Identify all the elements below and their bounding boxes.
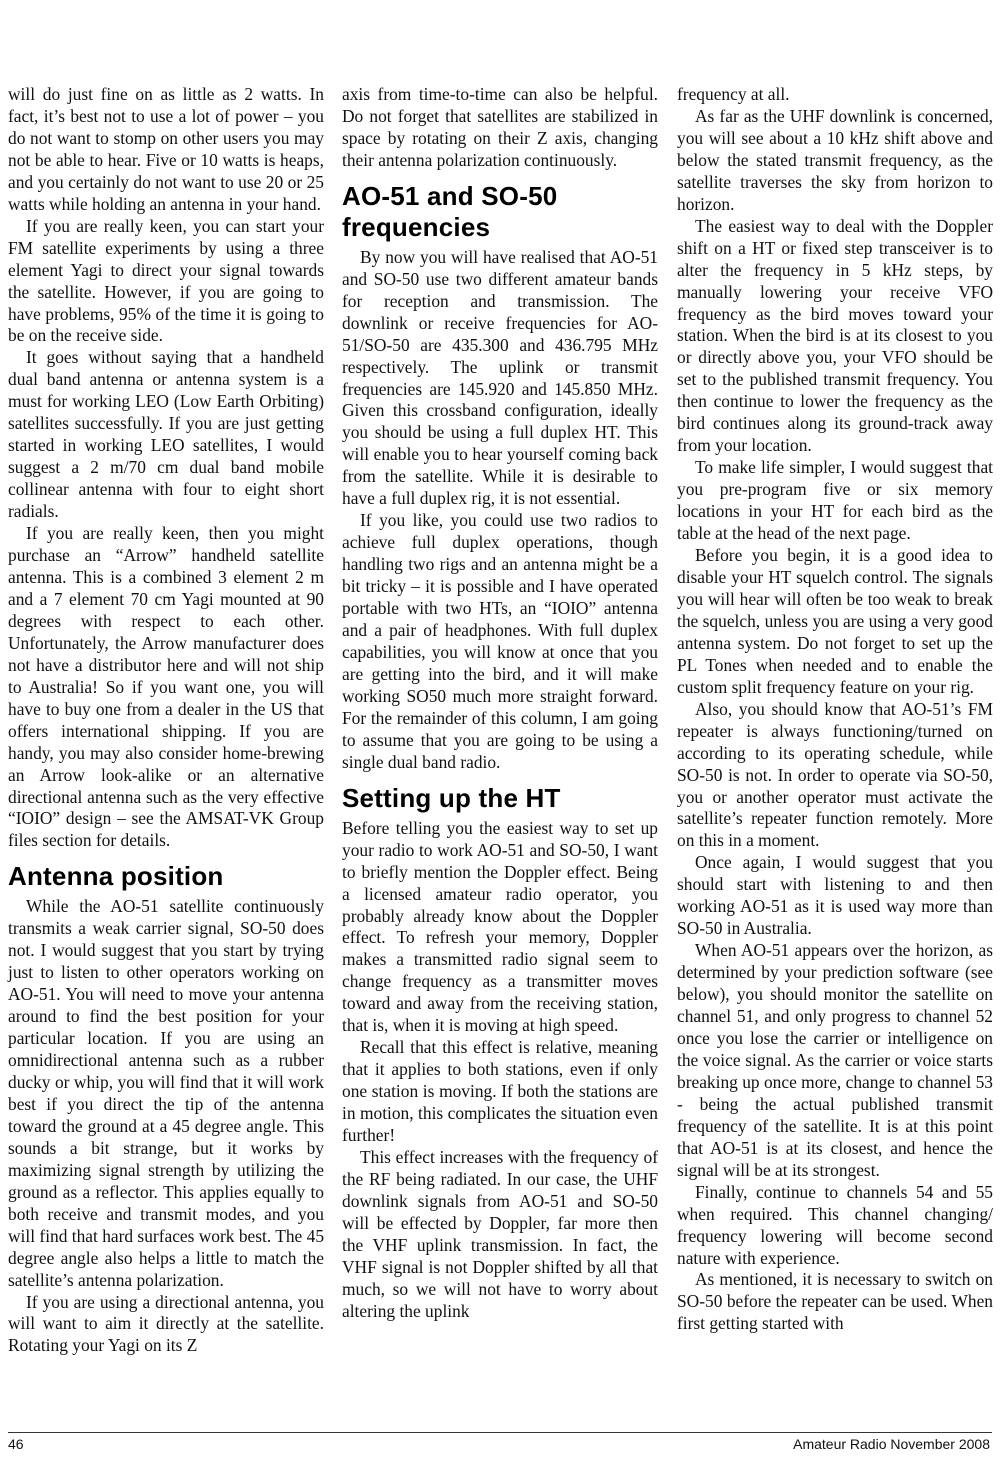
paragraph: The easiest way to deal with the Doppler shift on a HT or fixed step transceiver is to alter the frequency in 5 kHz steps, by manually lowering your receive VFO frequency as the bird moves toward your station. When the bird is at its closest to you or directly above you, your VFO should be set to the published transmit frequency. You then continue to lower the frequency as the bird continues along its ground-track away from your location.	[677, 215, 993, 456]
paragraph: By now you will have realised that AO-51 and SO-50 use two different amateur bands for reception and transmission. The downlink or receive frequencies for AO-51/SO-50 are 435.300 and 436.795 MHz respectively. The uplink or transmit frequencies are 145.920 and 145.850 MHz. Given this crossband configuration, ideally you should be using a full duplex HT. This will enable you to hear yourself coming back from the satellite. While it is desirable to have a full duplex rig, it is not essential.	[342, 246, 658, 509]
publication-footer: Amateur Radio November 2008	[793, 1436, 990, 1452]
paragraph: If you like, you could use two radios to achieve full duplex operations, though handling two rigs and an antenna might be a bit tricky – it is possible and I have operated portable with two HTs, an “IOIO” antenna and a pair of headphones. With full duplex capabilities, you will know at once that you are getting into the bird, and it will make working SO50 much more straight forward. For the remainder of this column, I am going to assume that you are going to be using a single dual band radio.	[342, 510, 658, 772]
page-number: 46	[8, 1436, 24, 1452]
column-1	[8, 84, 324, 1357]
paragraph: If you are using a directional antenna, you will want to aim it directly at the satellite. Rotating your Yagi on its Z	[8, 1291, 324, 1356]
paragraph: Recall that this effect is relative, meaning that it applies to both stations, even if only one station is moving. If both the stations are in motion, this complicates the situation even further!	[342, 1037, 658, 1146]
paragraph: As far as the UHF downlink is concerned, you will see about a 10 kHz shift above and below the stated transmit frequency, as the satellite traverses the sky from horizon to horizon.	[677, 105, 993, 214]
section-heading-setting-up-ht: Setting up the HT	[342, 782, 561, 813]
paragraph: frequency at all.	[677, 84, 790, 104]
paragraph: axis from time-to-time can also be helpful. Do not forget that satellites are stabilized in space by rotating on their Z axis, changing their antenna polarization continuously.	[342, 84, 658, 170]
paragraph: As mentioned, it is necessary to switch on SO-50 before the repeater can be used. When first getting started with	[677, 1269, 993, 1334]
section-heading-antenna-position: Antenna position	[8, 861, 224, 892]
paragraph: This effect increases with the frequency of the RF being radiated. In our case, the UHF downlink signals from AO-51 and SO-50 will be effected by Doppler, far more then the VHF uplink transmission. In fact, the VHF signal is not Doppler shifted by all that much, so we will not have to worry about altering the uplink	[342, 1146, 658, 1321]
paragraph: While the AO-51 satellite continuously transmits a weak carrier signal, SO-50 does not. I would suggest that you start by trying just to listen to other operators working on AO-51. You will need to move your antenna around to find the best position for your particular location. If you are using an omnidirectional antenna such as a rubber ducky or whip, you will find that it will work best if you direct the tip of the antenna toward the ground at a 45 degree angle. This sounds a bit strange, but it works by maximizing signal strength by utilizing the ground as a reflector. This applies equally to both receive and transmit modes, and you will find that hard surfaces work best. The 45 degree angle also helps a little to match the satellite’s antenna polarization.	[8, 896, 325, 1290]
paragraph: To make life simpler, I would suggest that you pre-program five or six memory locations in your HT for each bird as the table at the head of the next page.	[677, 457, 993, 544]
paragraph: Once again, I would suggest that you should start with listening to and then working AO-51 as it is used way more than SO-50 in Australia.	[677, 852, 993, 939]
footer-divider	[8, 1432, 992, 1433]
paragraph: Also, you should know that AO-51’s FM repeater is always functioning/turned on according to its operating schedule, while SO-50 is not. In order to operate via SO-50, you or another operator must activate the satellite’s repeater function remotely. More on this in a moment.	[677, 698, 993, 851]
column-3	[677, 84, 993, 1335]
paragraph: will do just fine on as little as 2 watts. In fact, it’s best not to use a lot of power – you do not want to stomp on other users you may not be able to hear. Five or 10 watts is heaps, and you certainly do not want to use 20 or 25 watts while holding an antenna in your hand.	[8, 84, 324, 214]
paragraph: Finally, continue to channels 54 and 55 when required. This channel changing/ frequency lowering will become second nature with experience.	[677, 1181, 993, 1268]
paragraph: When AO-51 appears over the horizon, as determined by your prediction software (see below), you should monitor the satellite on channel 51, and only progress to channel 52 once you lose the carrier or intelligence on the voice signal. As the carrier or voice starts breaking up once more, change to channel 53 - being the actual published transmit frequency of the satellite. It is at this point that AO-51 is at its closest, and hence the signal will be at its strongest.	[677, 940, 993, 1180]
paragraph: It goes without saying that a handheld dual band antenna or antenna system is a must for working LEO (Low Earth Orbiting) satellites successfully. If you are just getting started in working LEO satellites, I would suggest a 2 m/70 cm dual band mobile collinear antenna with four to eight short radials.	[8, 347, 324, 522]
paragraph: If you are really keen, you can start your FM satellite experiments by using a three element Yagi to direct your signal towards the satellite. However, if you are going to have problems, 95% of the time it is going to be on the receive side.	[8, 215, 324, 346]
column-2	[342, 84, 658, 1323]
paragraph: Before telling you the easiest way to set up your radio to work AO-51 and SO-50, I want to briefly mention the Doppler effect. Being a licensed amateur radio operator, you probably already know about the Doppler effect. To refresh your memory, Doppler makes a transmitted radio signal seem to change frequency as a transmitter moves toward and away from the receiving station, that is, when it is moving at high speed.	[342, 817, 658, 1036]
paragraph: Before you begin, it is a good idea to disable your HT squelch control. The signals you will hear will often be too weak to break the squelch, unless you are using a very good antenna system. Do not forget to set up the PL Tones when needed and to enable the custom split frequency feature on your rig.	[677, 545, 993, 697]
section-heading-frequencies: AO-51 and SO-50 frequencies	[342, 180, 558, 242]
paragraph: If you are really keen, then you might purchase an “Arrow” handheld satellite antenna. This is a combined 3 element 2 m and a 7 element 70 cm Yagi mounted at 90 degrees with respect to each other. Unfortunately, the Arrow manufacturer does not have a distributor here and will not ship to Australia! So if you want one, you will have to buy one from a dealer in the US that offers international shipping. If you are handy, you may also consider home-brewing an Arrow look-alike or an alternative directional antenna such as the very effective “IOIO” design – see the AMSAT-VK Group files section for details.	[8, 523, 324, 851]
